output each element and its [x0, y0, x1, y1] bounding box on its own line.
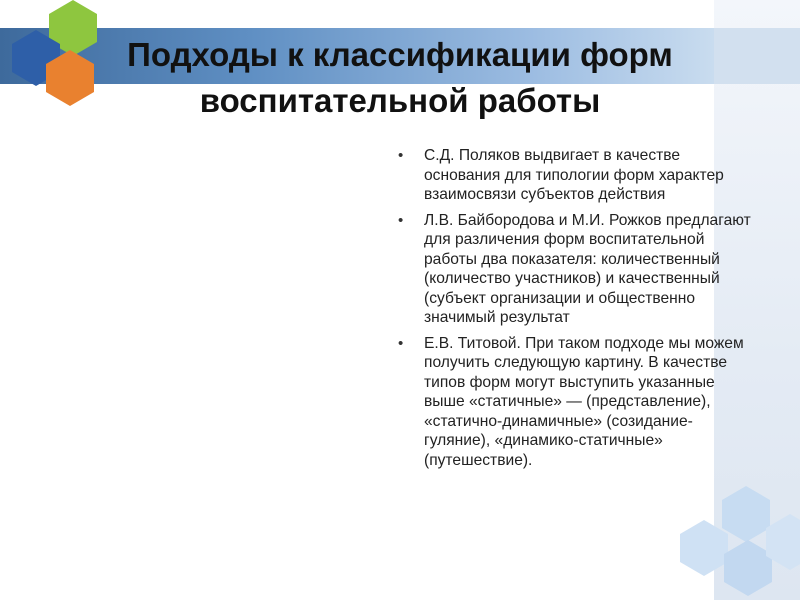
pale-hexagon-icon	[680, 520, 728, 576]
bullet-dot-icon: •	[398, 147, 404, 164]
bullet-item	[388, 146, 758, 205]
bullet-text: Е.В. Титовой. При таком подходе мы можем получить следующую картину. В качестве типов форм могут выступить указанные выше «статичные» — (представление), «статично-динамичные» (созидание-гуляние), «динамико-статичные» (путешествие).	[424, 334, 744, 469]
slide-title: Подходы к классификации форм воспитательной работы	[127, 36, 673, 119]
pale-hexagon-icon	[724, 540, 772, 596]
pale-hexagon-icon	[722, 486, 770, 542]
pale-hexagon-cluster-icon	[660, 478, 800, 600]
bullet-text: С.Д. Поляков выдвигает в качестве основания для типологии форм характер взаимосвязи субъектов действия	[424, 147, 724, 203]
header-band-right	[714, 28, 800, 84]
bullet-list	[388, 146, 758, 476]
bullet-text: Л.В. Байбородова и М.И. Рожков предлагают для различения форм воспитательной работы два показателя: количественный (количество участников) и качественный (субъект организации и общественно значимый результат	[424, 211, 751, 326]
bullet-item	[388, 334, 758, 471]
bullet-dot-icon: •	[398, 334, 404, 352]
bullet-dot-icon: •	[398, 211, 404, 229]
bullet-item	[388, 211, 758, 328]
